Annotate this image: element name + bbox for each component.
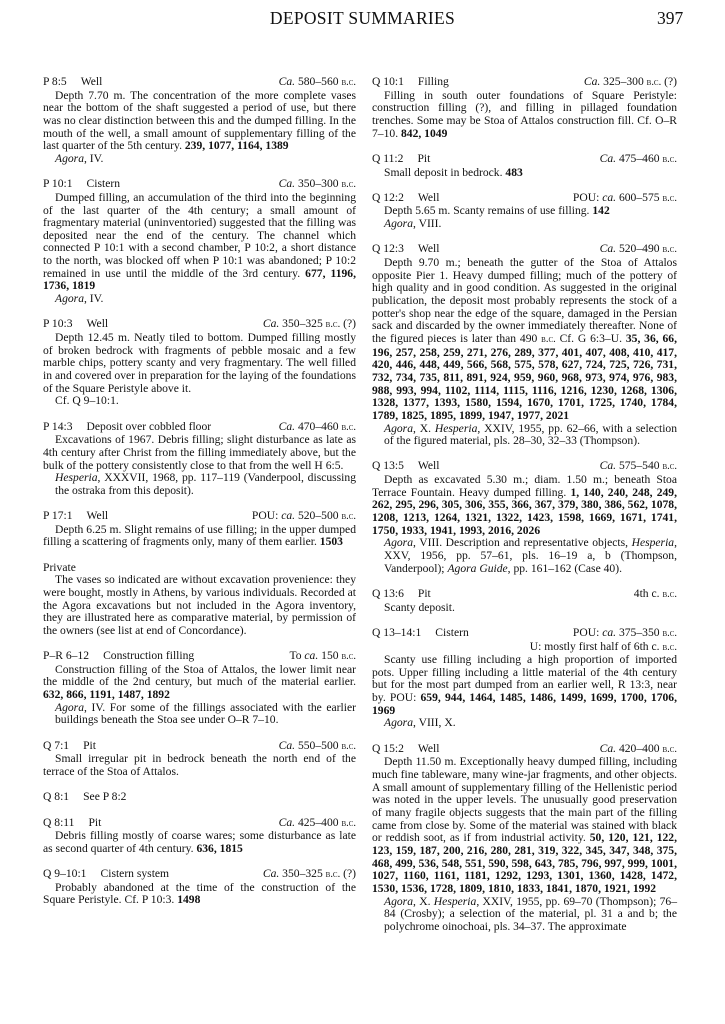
deposit-code: Q 11:2 <box>372 151 404 165</box>
entry-description <box>43 524 356 549</box>
deposit-code: Q 13–14:1 <box>372 625 422 639</box>
italic-text: Hesperia <box>631 536 675 550</box>
deposit-date <box>600 460 677 474</box>
text-run: 375–350 <box>616 625 663 639</box>
entry-description <box>43 434 356 472</box>
entry-heading <box>43 76 356 90</box>
entry-heading <box>372 243 677 257</box>
entry-title <box>43 791 356 804</box>
deposit-entry <box>372 743 677 934</box>
italic-text: Ca. <box>278 419 296 433</box>
text-run: , XXXVII, 1968, pp. 117–119 (Vanderpool, discussing the ostraka from this deposit). <box>55 471 356 497</box>
text-run: Depth 12.45 m. Neatly tiled to bottom. Dumped filling mostly of broken bedrock with fragments of pebble mosaic and a few marble chips, pottery scanty and very fragmentary. The well filled in and covered over in preparation for the laying of the foundations of the Square Peristyle above it. <box>43 331 356 395</box>
deposit-entry <box>43 76 356 166</box>
deposit-entry <box>43 318 356 408</box>
deposit-date <box>263 868 356 882</box>
right-column <box>372 76 677 946</box>
deposit-entry <box>372 627 677 730</box>
small-caps-text: b.c. <box>662 641 677 653</box>
text-run: Probably abandoned at the time of the construction of the Square Peristyle. Cf. P 10:3. <box>43 880 356 907</box>
deposit-entry <box>372 588 677 614</box>
text-run: , IV. <box>83 151 104 165</box>
text-run: , pp. 161–162 (Case 40). <box>507 561 622 575</box>
small-caps-text: b.c. <box>662 244 677 256</box>
italic-text: Ca. <box>599 459 617 473</box>
deposit-type: Cistern system <box>100 867 170 881</box>
text-run: Cf. Q 9–10:1. <box>55 394 119 408</box>
entry-title <box>43 178 279 192</box>
entry-heading <box>43 178 356 192</box>
small-caps-text: b.c. <box>325 319 341 331</box>
deposit-type: Pit <box>88 815 102 829</box>
italic-text: Hesperia <box>55 471 98 485</box>
deposit-type: Well <box>86 509 109 523</box>
text-run: , X. <box>412 421 435 435</box>
deposit-date <box>634 588 677 602</box>
deposit-date <box>279 817 356 831</box>
italic-text: Agora <box>384 716 413 730</box>
entry-references <box>43 293 356 306</box>
deposit-type: Cistern <box>435 625 469 639</box>
entry-title <box>372 627 573 641</box>
entry-description <box>372 756 677 895</box>
deposit-type: Well <box>417 459 440 473</box>
deposit-date <box>279 740 356 754</box>
text-run: To <box>289 649 305 663</box>
text-run: Debris filling mostly of coarse wares; some disturbance as late as second quarter of 4th century. <box>43 829 356 855</box>
entry-title <box>43 76 279 90</box>
catalogue-numbers: 1498 <box>177 893 201 907</box>
deposit-code: Q 9–10:1 <box>43 867 87 881</box>
text-run: 325–300 <box>600 75 647 88</box>
deposit-entry <box>372 460 677 575</box>
deposit-entry <box>43 562 356 638</box>
deposit-type: See P 8:2 <box>83 790 127 804</box>
deposit-entry <box>43 650 356 727</box>
entry-description <box>43 830 356 855</box>
deposit-date <box>573 192 677 206</box>
italic-text: Agora <box>384 421 413 435</box>
entry-heading <box>372 743 677 757</box>
entry-references <box>372 896 677 934</box>
small-caps-text: b.c. <box>341 511 356 523</box>
text-run: (?) <box>340 867 356 881</box>
deposit-type: Pit <box>417 586 431 600</box>
entry-title <box>43 740 279 754</box>
text-run: U: mostly first half of 6th c. <box>529 639 663 653</box>
catalogue-numbers: 842, 1049 <box>400 126 448 140</box>
deposit-code: P 10:3 <box>43 317 73 331</box>
entry-references <box>43 153 356 166</box>
small-caps-text: b.c. <box>341 817 356 829</box>
entry-heading <box>372 460 677 474</box>
entry-description <box>372 654 677 717</box>
text-run: Filling in south outer foundations of Square Peristyle: construction filling (?), and filling in pillaged foundation trenches. Some may be Stoa of Attalos construction fill. Cf. O–R 7–10. <box>372 88 677 140</box>
entry-title <box>43 318 263 332</box>
entry-description <box>43 90 356 153</box>
text-run: Depth 11.50 m. Exceptionally heavy dumped filling, including much fine tableware, many wine-jar fragments, and other objects. A small amount of supplementary filling of the Hellenistic period was noted in the upper levels. The unusually good preservation of many fragile objects suggests that the main part of the filling came from close by. Some of the material was stained with black or reddish soot, as if from industrial activity. <box>372 755 677 845</box>
entry-title <box>372 153 600 167</box>
text-run: Depth 7.70 m. The concentration of the more complete vases near the bottom of the shaft suggested a period of use, but there was no clear distinction between this and the dumped filling. In the mouth of the well, a small amount of supplementary filling of the last quarter of the 5th century. <box>43 88 356 153</box>
deposit-date <box>573 627 677 641</box>
text-run: Depth as excavated 5.30 m.; diam. 1.50 m.; beneath Stoa Terrace Fountain. Heavy dumped filling. <box>372 473 677 499</box>
entry-heading <box>43 791 356 804</box>
italic-text: Ca. <box>262 317 280 331</box>
entry-heading <box>372 627 677 641</box>
deposit-date <box>584 76 677 90</box>
italic-text: Ca. <box>599 741 617 755</box>
entry-title <box>43 868 263 882</box>
entry-description <box>372 602 677 615</box>
text-run: 575–540 <box>616 459 663 473</box>
italic-text: Ca. <box>583 75 601 88</box>
deposit-code: Q 10:1 <box>372 75 404 88</box>
text-run: 350–325 <box>279 867 326 881</box>
deposit-entry <box>43 791 356 804</box>
text-run: 600–575 <box>616 190 663 204</box>
text-run: Scanty deposit. <box>384 600 455 614</box>
text-run: , VIII, X. <box>412 716 456 730</box>
text-run: (?) <box>340 317 356 331</box>
text-run: Small deposit in bedrock. <box>384 165 506 179</box>
entry-heading <box>372 192 677 206</box>
deposit-date <box>289 650 356 664</box>
italic-text: ca. <box>602 190 617 204</box>
deposit-type: Well <box>86 317 109 331</box>
small-caps-text: b.c. <box>662 461 677 473</box>
entry-heading <box>43 817 356 831</box>
text-run: 420–400 <box>616 741 663 755</box>
small-caps-text: b.c. <box>341 179 356 191</box>
entry-references <box>372 717 677 730</box>
entry-title <box>372 243 600 257</box>
small-caps-text: b.c. <box>341 77 356 88</box>
deposit-date <box>600 743 677 757</box>
text-run: Cf. G 6:3–U. <box>555 331 626 345</box>
page-number: 397 <box>657 8 684 28</box>
text-run: , IV. <box>83 292 104 306</box>
deposit-code: Q 8:11 <box>43 815 75 829</box>
small-caps-text: b.c. <box>341 651 356 663</box>
deposit-code: Q 13:5 <box>372 459 404 473</box>
deposit-entry <box>43 178 356 306</box>
deposit-date <box>279 178 356 192</box>
catalogue-numbers: 239, 1077, 1164, 1389 <box>184 139 289 153</box>
entry-title <box>43 650 289 664</box>
deposit-type: Well <box>417 741 440 755</box>
text-run: 520–490 <box>616 242 663 256</box>
deposit-date <box>600 243 677 257</box>
entry-references <box>372 537 677 575</box>
deposit-type: Filling <box>417 75 449 88</box>
text-run: , XXIV, 1955, pp. 69–70 (Thompson); 76–84 (Crosby); a selection of the material, pl. 31 a and b; the polychrome oinochoai, pls. 34–37. The approximate <box>384 894 677 933</box>
entry-heading <box>372 153 677 167</box>
catalogue-numbers: 1503 <box>319 535 343 549</box>
italic-text: Agora <box>384 894 413 908</box>
deposit-type: Well <box>417 242 440 256</box>
catalogue-numbers: 1, 140, 240, 248, 249, 262, 295, 296, 305, 306, 355, 366, 367, 379, 380, 386, 562, 1078, 1208, 1213, 1264, 1321, 1322, 1423, 1598, 1669, 1671, 1741, 1750, 1933, 1941, 1993, 2016, 2026 <box>372 485 677 537</box>
entry-description <box>43 664 356 702</box>
entry-description <box>43 753 356 778</box>
deposit-entry <box>43 817 356 856</box>
left-column <box>43 76 356 920</box>
deposit-code: P–R 6–12 <box>43 649 90 663</box>
deposit-date <box>600 153 677 167</box>
text-run: 580–560 <box>295 75 342 88</box>
text-run: 350–325 <box>279 317 326 331</box>
text-run: 475–460 <box>616 151 663 165</box>
small-caps-text: b.c. <box>662 588 677 600</box>
deposit-type: Pit <box>83 738 96 752</box>
deposit-code: Q 12:2 <box>372 190 404 204</box>
entry-description <box>43 332 356 395</box>
italic-text: Ca. <box>278 738 296 752</box>
text-run: Dumped filling, an accumulation of the third into the beginning of the last quarter of the 4th century; a small amount of fragmentary material (uninventoried) suggested that the filling was deposited near the end of the century. The channel which connected P 10:1 with a second chamber, P 10:2, a short distance to the north, was blocked off when P 10:1 was abandoned; P 10:2 remained in use until the middle of the 3rd century. <box>43 190 356 280</box>
small-caps-text: b.c. <box>662 743 677 755</box>
deposit-code: Q 7:1 <box>43 738 70 752</box>
entry-title <box>372 743 600 757</box>
deposit-date-secondary <box>372 641 677 655</box>
italic-text: ca. <box>304 649 319 663</box>
small-caps-text: b.c. <box>341 421 356 433</box>
entry-references <box>372 218 677 231</box>
entry-heading <box>372 588 677 602</box>
deposit-entry <box>43 510 356 549</box>
italic-text: Ca. <box>278 177 296 191</box>
entry-description <box>372 90 677 141</box>
deposit-entry <box>372 153 677 179</box>
deposit-date <box>252 510 356 524</box>
entry-description <box>372 257 677 423</box>
deposit-type: Deposit over cobbled floor <box>86 419 212 433</box>
deposit-code: Q 13:6 <box>372 586 404 600</box>
text-run: 470–460 <box>295 419 342 433</box>
text-run: , X. <box>412 894 434 908</box>
text-run: Construction filling of the Stoa of Attalos, the lower limit near the middle of the 2nd century, but much of the material earlier. <box>43 662 356 689</box>
deposit-code: P 17:1 <box>43 509 73 523</box>
entry-references <box>372 423 677 448</box>
entry-heading <box>43 868 356 882</box>
text-run: 350–300 <box>295 177 342 191</box>
deposit-code: Q 12:3 <box>372 242 404 256</box>
deposit-type: Construction filling <box>103 649 195 663</box>
text-run: 520–500 <box>295 509 342 523</box>
catalogue-numbers: 636, 1815 <box>196 841 243 855</box>
deposit-entry <box>43 740 356 779</box>
text-run: Excavations of 1967. Debris filling; slight disturbance as late as 4th century after Christ from the filling immediately above, but the bulk of the pottery consistently close to that from the well H 6:5. <box>43 433 356 472</box>
text-run: 150 <box>318 649 342 663</box>
entry-title <box>372 460 600 474</box>
text-run: , IV. For some of the fillings associated with the earlier buildings beneath the Stoa see under O–R 7–10. <box>55 700 356 727</box>
entry-references <box>43 472 356 497</box>
italic-text: Ca. <box>599 151 617 165</box>
catalogue-numbers: 50, 120, 121, 122, 123, 159, 187, 200, 216, 280, 281, 319, 322, 345, 347, 348, 375, 468, 499, 536, 548, 551, 590, 598, 643, 785, 796, 997, 999, 1001, 1027, 1160, 1161, 1181, 1292, 1293, 1301, 1360, 1428, 1472, 1530, 1536, 1728, 1809, 1810, 1833, 1841, 1870, 1921, 1992 <box>372 831 677 895</box>
text-run: (?) <box>661 75 677 88</box>
deposit-entry <box>372 76 677 140</box>
deposit-date <box>279 76 356 90</box>
text-run: 425–400 <box>295 815 342 829</box>
deposit-type: Well <box>80 75 103 88</box>
catalogue-numbers: 659, 944, 1464, 1485, 1486, 1499, 1699, 1700, 1706, 1969 <box>372 691 677 717</box>
entry-heading <box>43 421 356 435</box>
deposit-code: P 8:5 <box>43 75 67 88</box>
entry-title <box>43 421 279 435</box>
italic-text: Agora Guide <box>447 561 508 575</box>
text-run: , XXIV, 1955, pp. 62–66, with a selection of the figured material, pls. 28–30, 32–33 (Thompson). <box>384 421 678 448</box>
italic-text: Ca. <box>278 815 296 829</box>
italic-text: Hesperia <box>433 894 477 908</box>
deposit-entry <box>372 243 677 448</box>
deposit-code: Private <box>43 560 76 574</box>
entry-heading <box>43 318 356 332</box>
small-caps-text: b.c. <box>325 869 341 881</box>
small-caps-text: b.c. <box>341 740 356 752</box>
deposit-entry <box>43 421 356 498</box>
deposit-code: Q 15:2 <box>372 741 404 755</box>
entry-heading <box>372 76 677 90</box>
deposit-entry <box>372 192 677 231</box>
entry-heading <box>43 510 356 524</box>
entry-heading <box>43 740 356 754</box>
small-caps-text: b.c. <box>662 627 677 639</box>
entry-references <box>43 395 356 408</box>
deposit-code: Q 8:1 <box>43 790 70 804</box>
italic-text: Ca. <box>599 242 617 256</box>
italic-text: Agora <box>55 700 84 714</box>
text-run: Depth 9.70 m.; beneath the gutter of the Stoa of Attalos opposite Pier 1. Heavy dumped filling; much of the pottery of high quality and in good condition. As suggested in the original publication, the deposit most probably represents the stock of a potter's shop near the edge of the square, damaged in the Persian sack and discarded by the owner immediately thereafter. None of the figured pieces is later than 490 <box>372 256 677 345</box>
text-run: Scanty use filling including a high proportion of imported pots. Upper filling including a little material of the 4th century but for the most part dumped from an earlier well, R 13:3, near by. POU: <box>372 653 677 705</box>
italic-text: ca. <box>602 625 617 639</box>
italic-text: Hesperia <box>434 421 478 435</box>
deposit-type: Cistern <box>86 177 121 191</box>
text-run: Small irregular pit in bedrock beneath the north end of the terrace of the Stoa of Attalos. <box>43 752 356 778</box>
italic-text: ca. <box>281 509 296 523</box>
entry-description <box>372 167 677 180</box>
text-run: Depth 6.25 m. Slight remains of use filling; in the upper dumped filling a scattering of fragments only, many of them earlier. <box>43 522 356 549</box>
entry-title <box>43 817 279 831</box>
catalogue-numbers: 483 <box>505 165 523 179</box>
small-caps-text: b.c. <box>662 153 677 165</box>
text-run: POU: <box>572 190 603 204</box>
text-run: 550–500 <box>295 738 342 752</box>
catalogue-numbers: 677, 1196, 1736, 1819 <box>43 266 356 293</box>
italic-text: Agora <box>384 217 413 231</box>
entry-title <box>372 588 634 602</box>
text-run: POU: <box>572 625 603 639</box>
text-run: , VIII. Description and representative objects, <box>412 536 632 550</box>
italic-text: Agora <box>55 292 84 306</box>
entry-description <box>372 474 677 537</box>
entry-description <box>43 574 356 637</box>
deposit-entry <box>43 868 356 907</box>
small-caps-text: b.c. <box>662 192 677 204</box>
text-run: POU: <box>251 509 282 523</box>
deposit-type: Pit <box>417 151 431 165</box>
deposit-code: P 14:3 <box>43 419 73 433</box>
catalogue-numbers: 632, 866, 1191, 1487, 1892 <box>43 688 170 702</box>
text-run: 4th c. <box>633 586 663 600</box>
deposit-code: P 10:1 <box>43 177 73 191</box>
deposit-date <box>279 421 356 435</box>
running-head: DEPOSIT SUMMARIES <box>269 8 456 28</box>
entry-references <box>43 702 356 727</box>
small-caps-text: b.c. <box>541 333 556 345</box>
entry-description <box>43 882 356 907</box>
entry-title <box>372 76 584 90</box>
catalogue-numbers: 142 <box>592 204 610 218</box>
entry-description <box>43 192 356 293</box>
entry-title <box>43 510 252 524</box>
deposit-date <box>263 318 356 332</box>
small-caps-text: b.c. <box>646 77 662 88</box>
italic-text: Ca. <box>262 867 280 881</box>
text-run: Depth 5.65 m. Scanty remains of use filling. <box>384 204 593 218</box>
catalogue-numbers: 35, 36, 66, 196, 257, 258, 259, 271, 276, 289, 377, 401, 407, 408, 410, 417, 420, 446, 448, 449, 566, 568, 575, 578, 627, 724, 725, 726, 731, 732, 734, 735, 811, 891, 924, 959, 960, 968, 973, 974, 976, 983, 988, 993, 994, 1102, 1114, 1115, 1116, 1216, 1230, 1268, 1306, 1328, 1377, 1393, 1580, 1594, 1670, 1701, 1725, 1740, 1784, 1789, 1825, 1895, 1899, 1947, 1977, 2021 <box>372 331 677 422</box>
text-run: , VIII. <box>412 217 442 231</box>
deposit-type: Well <box>417 190 440 204</box>
italic-text: Ca. <box>278 75 296 88</box>
italic-text: Agora <box>384 536 413 550</box>
text-run: , XXV, 1956, pp. 57–61, pls. 16–19 a, b (Thompson, Vanderpool); <box>384 536 677 575</box>
entry-heading <box>43 650 356 664</box>
italic-text: Agora <box>55 151 84 165</box>
text-run: The vases so indicated are without excavation provenience: they were bought, mostly in Athens, by various individuals. Recorded at the Agora excavations but not included in the Agora inventory, they are illustrated here as comparative material, by permission of the owners (see list at end of Concordance). <box>43 573 356 637</box>
entry-title <box>372 192 573 206</box>
